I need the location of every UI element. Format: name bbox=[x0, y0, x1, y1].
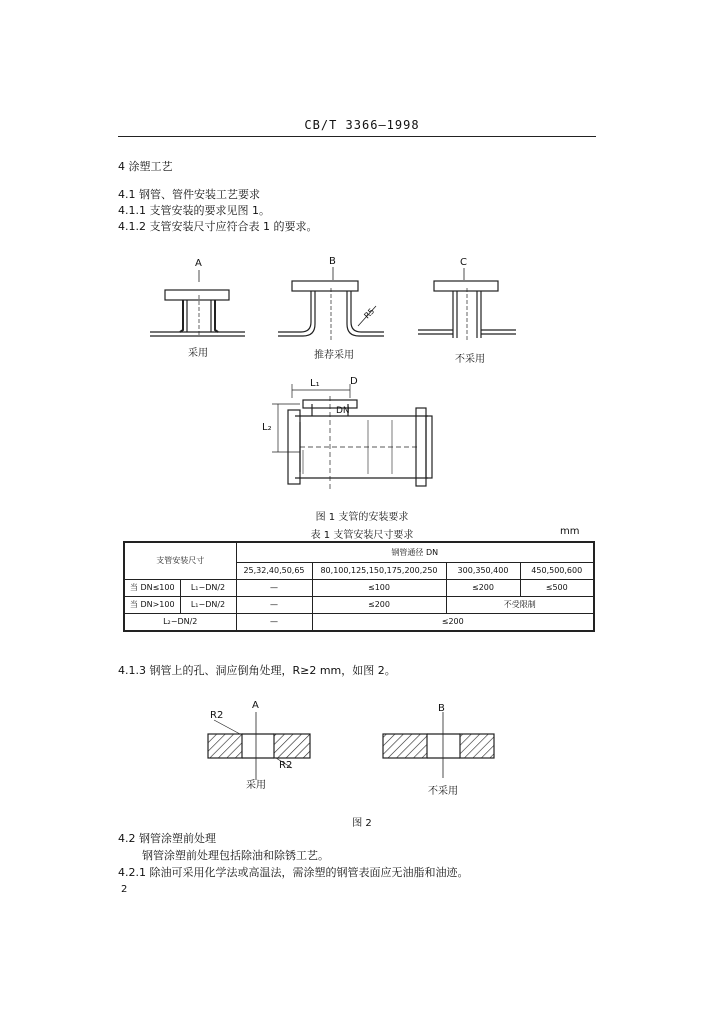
figure1-r-label: R5 bbox=[362, 306, 377, 321]
table1-row2-cond: 当 DN>100 bbox=[124, 596, 180, 613]
table1-row1-c2: ≤100 bbox=[312, 579, 446, 596]
section-4-1-heading: 4.1 钢管、管件安装工艺要求 bbox=[118, 188, 260, 201]
figure1-d-drawing bbox=[272, 384, 432, 490]
table1-row3-c2: ≤200 bbox=[312, 613, 594, 631]
figure1-b-drawing bbox=[278, 267, 384, 340]
page-number: 2 bbox=[121, 884, 128, 895]
section-4-1-3: 4.1.3 钢管上的孔、洞应倒角处理，R≥2 mm，如图 2。 bbox=[118, 664, 396, 677]
figure2-r-bottom: R2 bbox=[279, 760, 293, 771]
section-4-1-1: 4.1.1 支管安装的要求见图 1。 bbox=[118, 204, 270, 217]
table1-col-1: 25,32,40,50,65 bbox=[236, 562, 312, 579]
figure1-dim-l2: L₂ bbox=[262, 422, 272, 433]
figure1-label-d: D bbox=[350, 376, 358, 387]
table1-header-top: 钢管通径 DN bbox=[236, 542, 594, 562]
section-4-1-2: 4.1.2 支管安装尺寸应符合表 1 的要求。 bbox=[118, 220, 318, 233]
table1-header-left: 支管安装尺寸 bbox=[124, 542, 236, 579]
figure2-caption-b: 不采用 bbox=[428, 786, 458, 797]
table1-row1-c4: ≤500 bbox=[520, 579, 594, 596]
section-4-2-body: 钢管涂塑前处理包括除油和除锈工艺。 bbox=[142, 849, 329, 862]
figure2-a-drawing bbox=[208, 712, 310, 780]
figure1-title: 图 1 支管的安装要求 bbox=[315, 512, 409, 523]
table1-row2-c1: — bbox=[236, 596, 312, 613]
figure2-title: 图 2 bbox=[352, 818, 372, 829]
figure1-dim-l1: L₁ bbox=[310, 378, 320, 389]
table1-col-2: 80,100,125,150,175,200,250 bbox=[312, 562, 446, 579]
figure1-label-a: A bbox=[195, 258, 202, 269]
figure1-caption-a: 采用 bbox=[188, 348, 208, 359]
figure1-label-b: B bbox=[329, 256, 336, 267]
figure2-b-drawing bbox=[383, 712, 494, 778]
table1-row2-c3: 不受限制 bbox=[446, 596, 594, 613]
table1 bbox=[123, 541, 595, 632]
table1-col-3: 300,350,400 bbox=[446, 562, 520, 579]
section-4-2-1: 4.2.1 除油可采用化学法或高温法，需涂塑的钢管表面应无油脂和油迹。 bbox=[118, 866, 469, 879]
figure2-label-b: B bbox=[438, 703, 445, 714]
table1-title: 表 1 支管安装尺寸要求 bbox=[310, 530, 414, 541]
standard-number: CB/T 3366—1998 bbox=[304, 118, 420, 132]
table1-row1-c3: ≤200 bbox=[446, 579, 520, 596]
section-4-heading: 4 涂塑工艺 bbox=[118, 160, 173, 173]
figure2-label-a: A bbox=[252, 700, 259, 711]
figure2-caption-a: 采用 bbox=[246, 780, 266, 791]
table1-col-4: 450,500,600 bbox=[520, 562, 594, 579]
figure2-r-top: R2 bbox=[210, 710, 224, 721]
table1-unit: mm bbox=[560, 526, 580, 537]
section-4-2-heading: 4.2 钢管涂塑前处理 bbox=[118, 832, 216, 845]
figure1-caption-b: 推荐采用 bbox=[314, 350, 354, 361]
table1-row1-cond: 当 DN≤100 bbox=[124, 579, 180, 596]
table1-row3-dim: L₂−DN/2 bbox=[124, 613, 236, 631]
table1-row3-c1: — bbox=[236, 613, 312, 631]
table1-row1-dim: L₁−DN/2 bbox=[180, 579, 236, 596]
figure1-label-c: C bbox=[460, 257, 467, 268]
table1-row2-dim: L₁−DN/2 bbox=[180, 596, 236, 613]
table1-row1-c1: — bbox=[236, 579, 312, 596]
figure1-dn-label: DN bbox=[336, 406, 350, 416]
figure1-c-drawing bbox=[418, 268, 516, 342]
figure1-caption-c: 不采用 bbox=[455, 354, 485, 365]
figure1-a-drawing bbox=[150, 270, 245, 336]
table1-row2-c2: ≤200 bbox=[312, 596, 446, 613]
